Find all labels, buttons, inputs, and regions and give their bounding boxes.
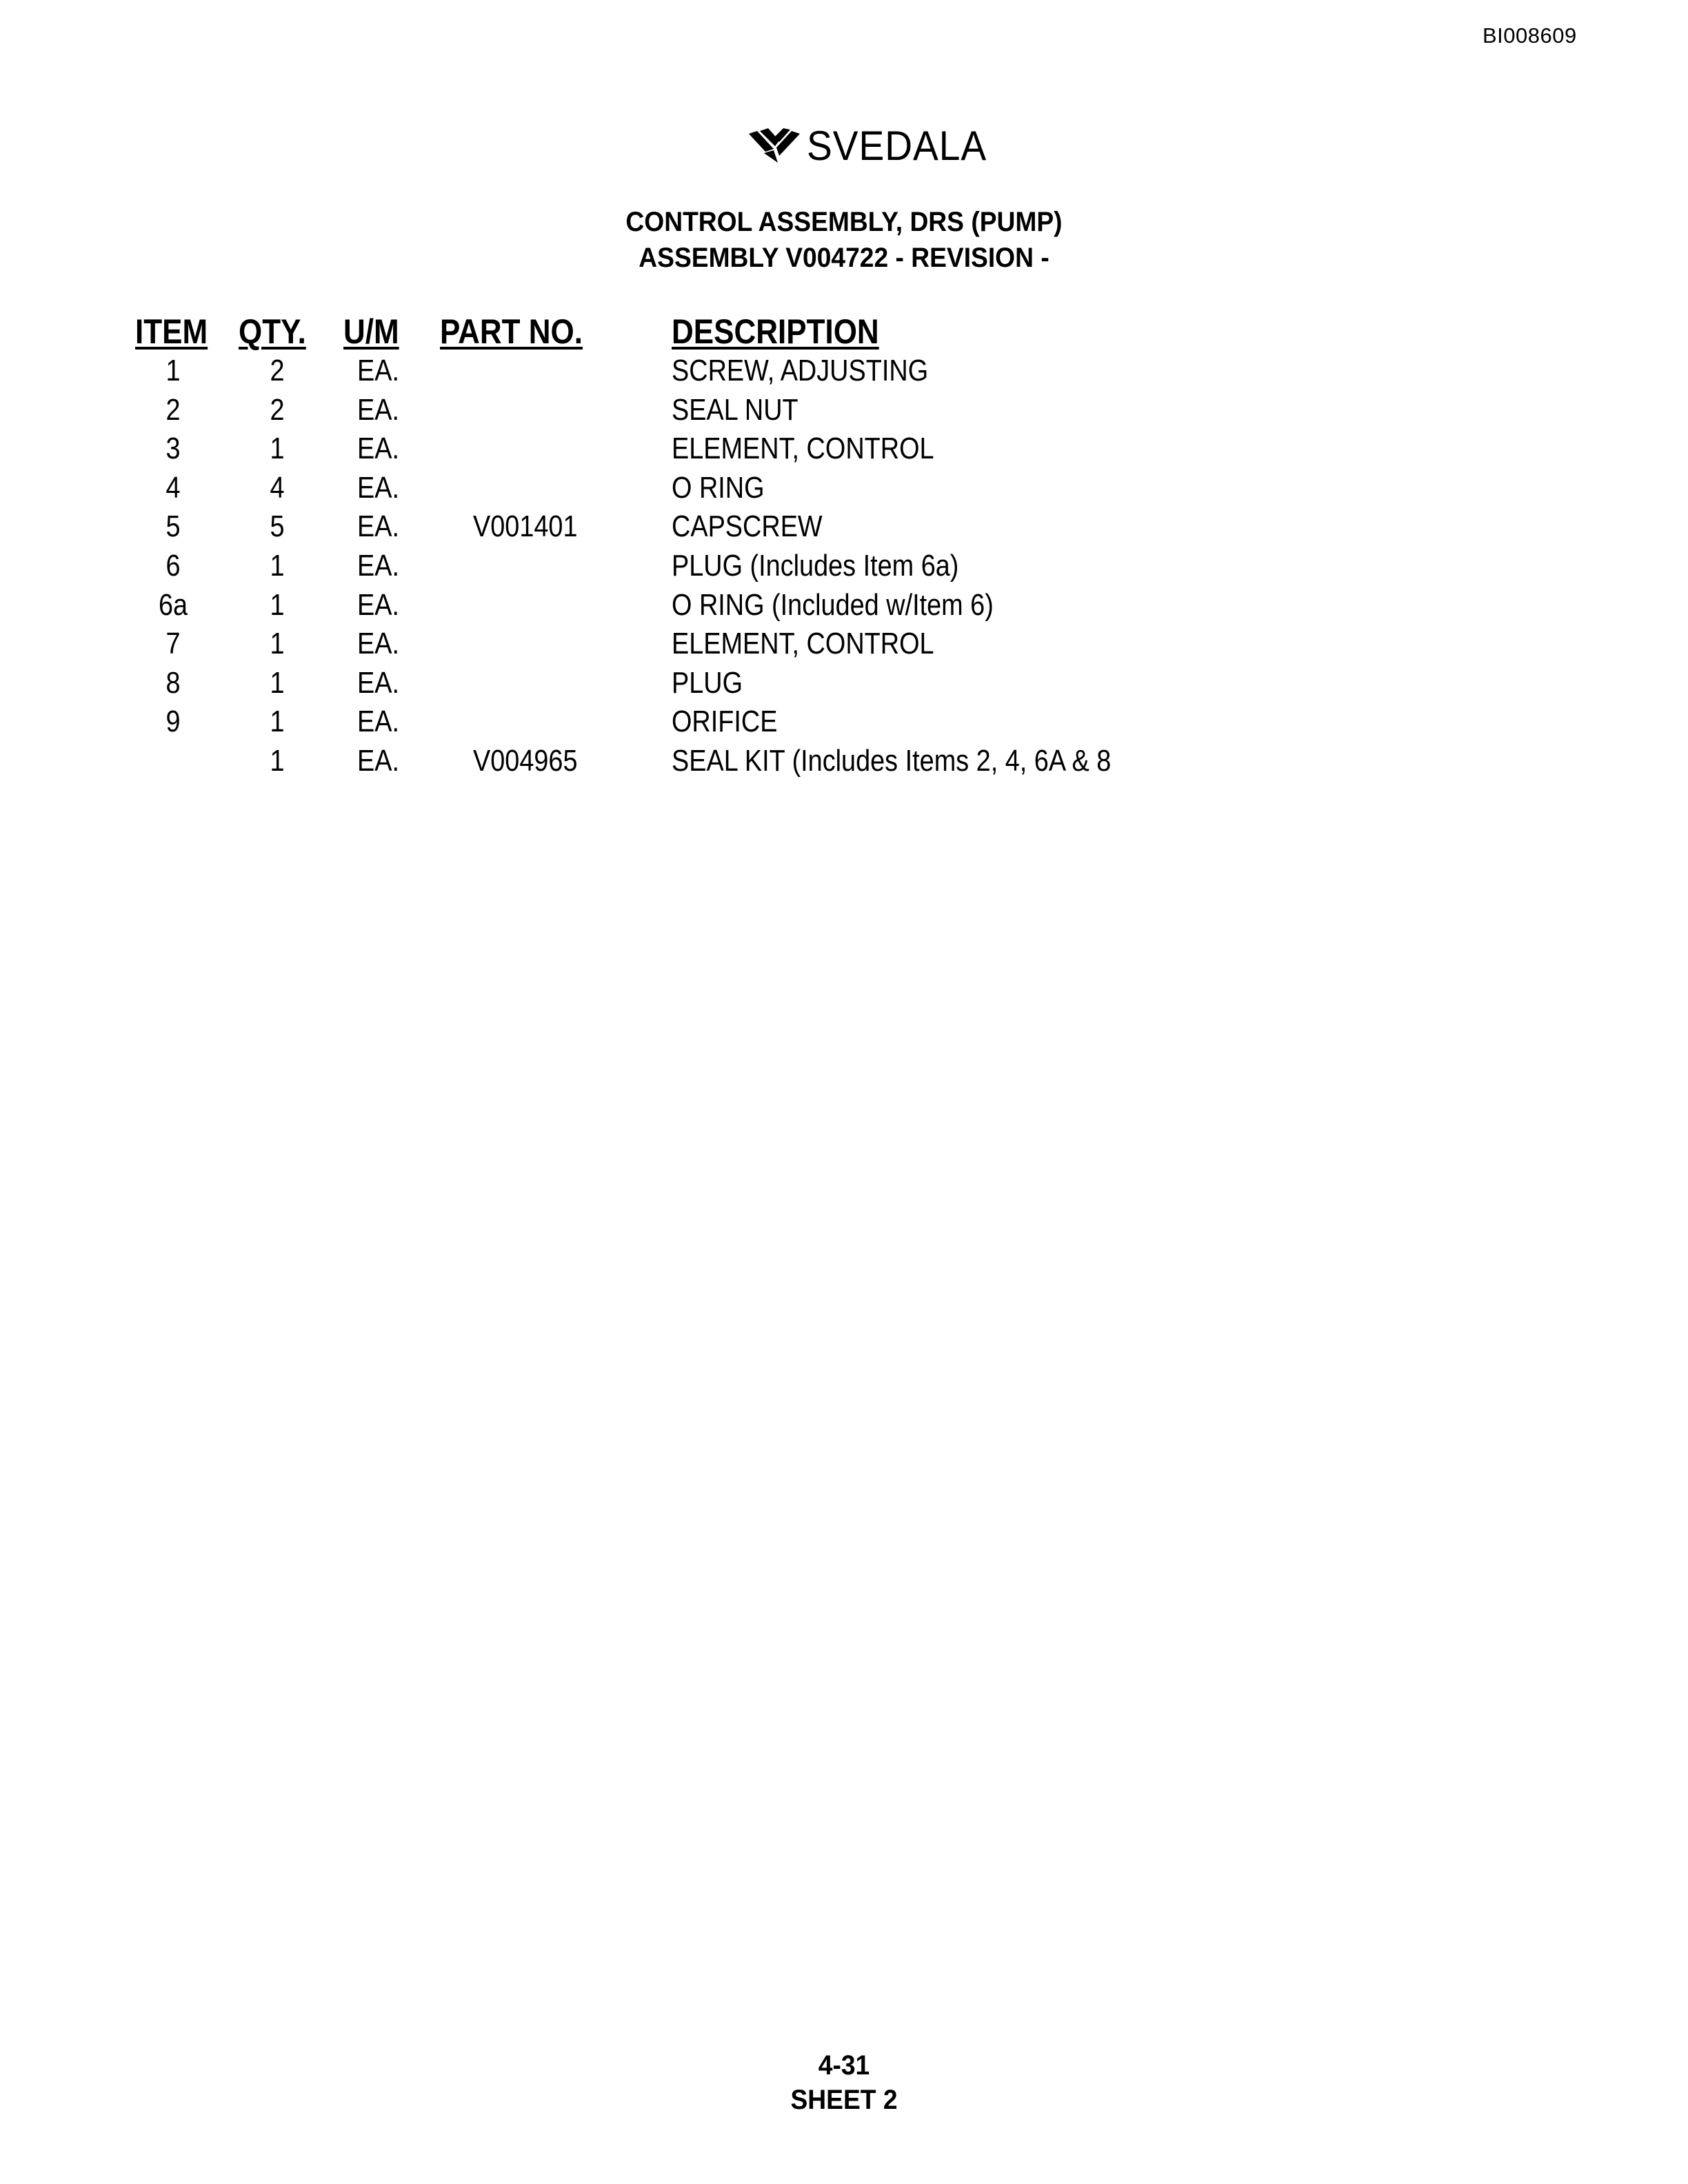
row-description: PLUG (Includes Item 6a) (672, 549, 959, 583)
row-qty: 1 (270, 627, 285, 660)
row-qty: 1 (270, 744, 285, 778)
row-um: EA. (357, 471, 399, 505)
row-qty: 2 (270, 393, 285, 427)
header-item: ITEM (135, 312, 208, 351)
sheet-number: SHEET 2 (790, 2085, 898, 2115)
row-item: 6 (165, 549, 181, 583)
row-item: 9 (165, 705, 181, 738)
row-item: 8 (165, 666, 181, 700)
row-description: PLUG (672, 666, 743, 700)
row-item: 3 (165, 432, 181, 465)
row-part-no: V004965 (473, 744, 578, 778)
row-item: 7 (165, 627, 181, 660)
row-um: EA. (357, 549, 399, 583)
document-subtitle: ASSEMBLY V004722 - REVISION - (639, 243, 1049, 273)
header-qty: QTY. (239, 312, 306, 351)
row-description: ELEMENT, CONTROL (672, 627, 934, 660)
page-number: 4-31 (818, 2050, 870, 2081)
row-part-no: V001401 (473, 509, 578, 543)
row-description: O RING (672, 471, 765, 505)
document-title: CONTROL ASSEMBLY, DRS (PUMP) (625, 207, 1063, 237)
row-item: 5 (165, 509, 181, 543)
row-um: EA. (357, 666, 399, 700)
row-qty: 1 (270, 432, 285, 465)
row-description: SEAL KIT (Includes Items 2, 4, 6A & 8 (672, 744, 1112, 778)
row-description: SEAL NUT (672, 393, 798, 427)
row-um: EA. (357, 705, 399, 738)
row-um: EA. (357, 432, 399, 465)
row-item: 2 (165, 393, 181, 427)
row-um: EA. (357, 627, 399, 660)
row-um: EA. (357, 744, 399, 778)
row-qty: 1 (270, 705, 285, 738)
parts-table (0, 0, 1688, 827)
row-qty: 1 (270, 549, 285, 583)
row-qty: 4 (270, 471, 285, 505)
row-item: 1 (165, 354, 181, 387)
row-qty: 1 (270, 588, 285, 622)
row-qty: 1 (270, 666, 285, 700)
row-um: EA. (357, 588, 399, 622)
header-description: DESCRIPTION (672, 312, 879, 351)
row-item: 4 (165, 471, 181, 505)
brand-name: SVEDALA (807, 123, 987, 169)
document-id: BI008609 (1483, 23, 1577, 48)
row-description: ELEMENT, CONTROL (672, 432, 934, 465)
row-item: 6a (158, 588, 188, 622)
row-qty: 5 (270, 509, 285, 543)
row-description: SCREW, ADJUSTING (672, 354, 929, 387)
row-um: EA. (357, 393, 399, 427)
row-description: O RING (Included w/Item 6) (672, 588, 994, 622)
header-um: U/M (343, 312, 399, 351)
row-description: ORIFICE (672, 705, 778, 738)
row-qty: 2 (270, 354, 285, 387)
row-um: EA. (357, 509, 399, 543)
row-description: CAPSCREW (672, 509, 823, 543)
header-part-no: PART NO. (440, 312, 583, 351)
row-um: EA. (357, 354, 399, 387)
